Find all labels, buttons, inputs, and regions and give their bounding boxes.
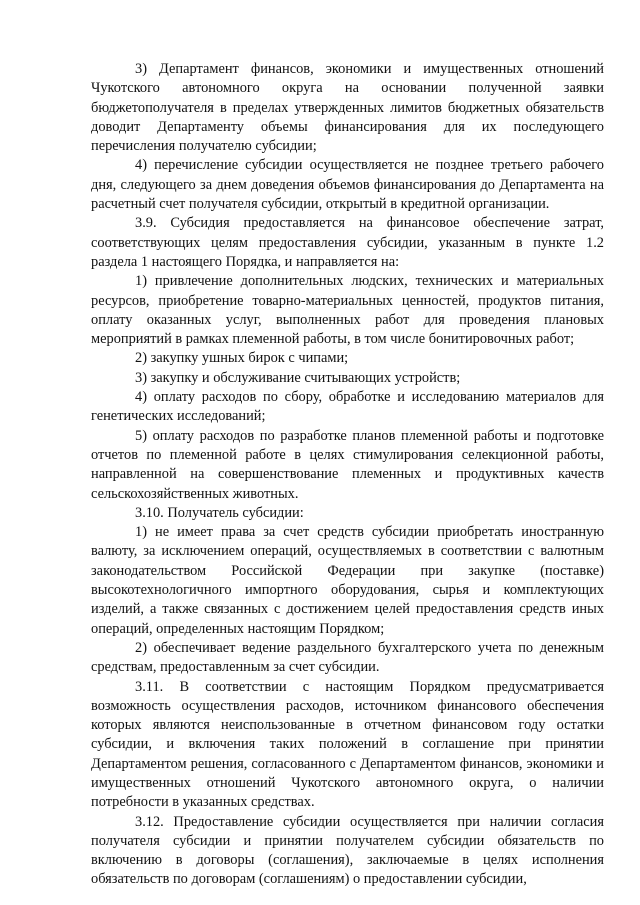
- paragraph-3-10: 3.10. Получатель субсидии:: [135, 504, 304, 521]
- paragraph-3-9: 3.9. Субсидия предоставляется на финансовое обеспечение затрат, соответствующих целям предоставления субсидии, указанным в пункте 1.2 раздела 1 настоящего Порядка, и направляется на:: [91, 215, 604, 270]
- list-item-3-9-2: 2) закупку ушных бирок с чипами;: [135, 350, 349, 367]
- paragraph-3-departament-finansov: 3) Департамент финансов, экономики и имущественных отношений Чукотского автономного округа на основании полученной заявки бюджетополучателя в пределах утвержденных лимитов бюджетных обязательств доводит Департаменту объемы финансирования для их последующего перечисления получателю субсидии;: [91, 61, 604, 155]
- document-page: [91, 60, 604, 890]
- list-item-3-10-1: 1) не имеет права за счет средств субсидии приобретать иностранную валюту, за исключением операций, осуществляемых в соответствии с валютным законодательством Российской Федерации при закупке (поставке) высокотехнологичного импортного оборудования, сырья и комплектующих изделий, а также связанных с достижением целей предоставления средств иных операций, определенных настоящим Порядком;: [91, 524, 604, 637]
- list-item-3-9-4: 4) оплату расходов по сбору, обработке и исследованию материалов для генетических исследований;: [91, 389, 604, 425]
- list-item-3-9-5: 5) оплату расходов по разработке планов племенной работы и подготовке отчетов по племенной работе в целях стимулирования селекционной работы, направленной на совершенствование племенных и продуктивных качеств сельскохозяйственных животных.: [91, 427, 604, 502]
- paragraph-3-11: 3.11. В соответствии с настоящим Порядком предусматривается возможность осуществления расходов, источником финансового обеспечения которых являются неиспользованные в отчетном финансовом году остатки субсидии, и включения таких положений в соглашение при принятии Департаментом решения, согласованного с Департаментом финансов, экономики и имущественных отношений Чукотского автономного округа, о наличии потребности в указанных средствах.: [91, 678, 604, 811]
- paragraph-4-perechislenie: 4) перечисление субсидии осуществляется не позднее третьего рабочего дня, следующего за днем доведения объемов финансирования до Департамента на расчетный счет получателя субсидии, открытый в кредитной организации.: [91, 157, 604, 213]
- list-item-3-9-1: 1) привлечение дополнительных людских, технических и материальных ресурсов, приобретение товарно-материальных ценностей, продуктов питания, оплату оказанных услуг, выполненных работ для проведения плановых мероприятий в рамках племенной работы, в том числе бонитировочных работ;: [91, 273, 604, 348]
- paragraph-3-12: 3.12. Предоставление субсидии осуществляется при наличии согласия получателя субсидии и принятии получателем субсидии обязательств по включению в договоры (соглашения), заключаемые в целях исполнения обязательств по договорам (соглашениям) о предоставлении субсидии,: [91, 813, 604, 888]
- list-item-3-10-2: 2) обеспечивает ведение раздельного бухгалтерского учета по денежным средствам, предоставленным за счет субсидии.: [91, 639, 604, 676]
- list-item-3-9-3: 3) закупку и обслуживание считывающих устройств;: [135, 369, 461, 386]
